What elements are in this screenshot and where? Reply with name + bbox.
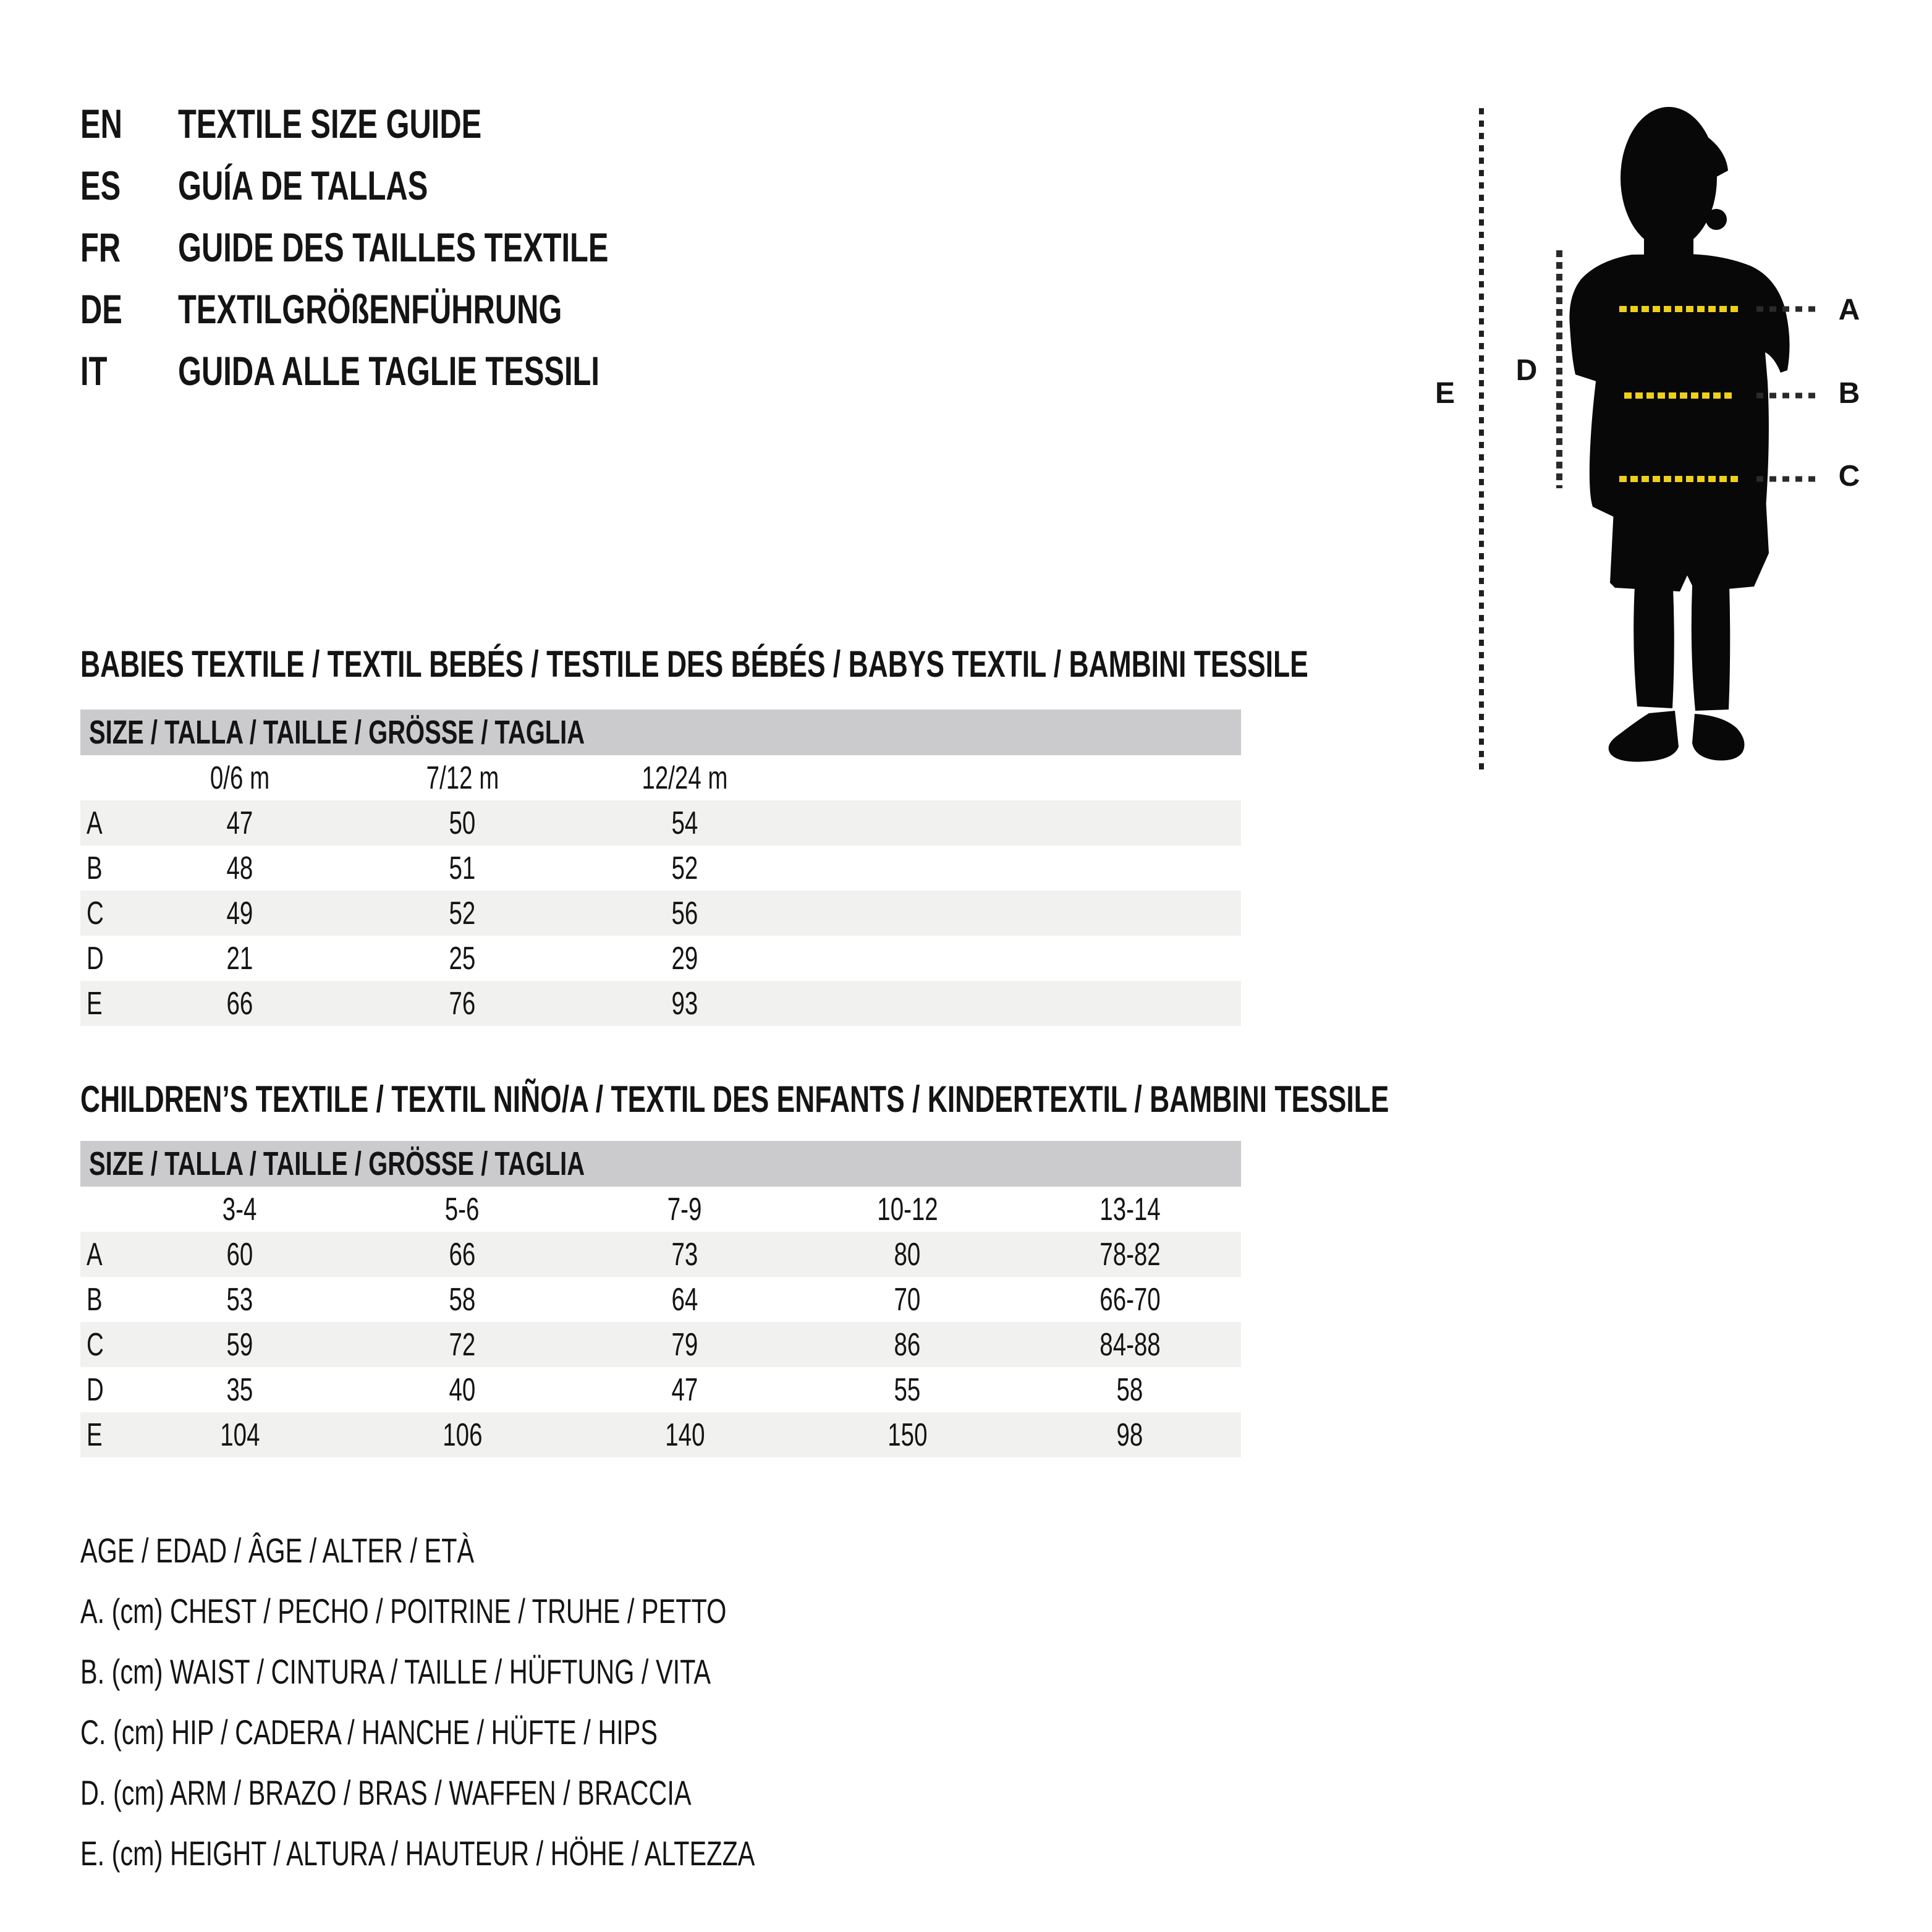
row-label: E <box>87 1417 103 1453</box>
children-size-table <box>80 1141 1241 1457</box>
children-section-title: CHILDREN’S TEXTILE / TEXTIL NIÑO/A / TEXTIL DES ENFANTS / KINDERTEXTIL / BAMBINI TESSILE <box>80 1078 1389 1120</box>
table-row <box>80 891 1241 936</box>
table-value: 58 <box>1116 1371 1143 1408</box>
language-title-list <box>80 93 760 402</box>
table-value: 47 <box>226 805 253 841</box>
table-value: 70 <box>894 1281 921 1318</box>
table-value: 93 <box>671 985 698 1022</box>
table-row <box>80 1232 1241 1277</box>
table-row <box>80 981 1241 1026</box>
language-title: TEXTILE SIZE GUIDE <box>178 101 482 146</box>
table-value: 66 <box>226 985 253 1022</box>
table-value: 47 <box>671 1371 698 1408</box>
babies-section-title: BABIES TEXTILE / TEXTIL BEBÉS / TESTILE DES BÉBÉS / BABYS TEXTIL / BAMBINI TESSILE <box>80 643 1308 685</box>
row-label: B <box>87 1281 103 1318</box>
language-code: FR <box>80 224 121 270</box>
table-value: 52 <box>671 850 698 886</box>
table-value: 64 <box>671 1281 698 1318</box>
table-value: 66 <box>449 1236 476 1273</box>
size-header-bar: SIZE / TALLA / TAILLE / GRÖSSE / TAGLIA <box>80 710 1241 755</box>
table-value: 98 <box>1116 1417 1143 1453</box>
table-value: 40 <box>449 1371 476 1408</box>
table-value: 150 <box>887 1417 928 1453</box>
table-row <box>80 1412 1241 1457</box>
table-value: 79 <box>671 1326 698 1363</box>
figure-label-chest-a: A <box>1838 294 1860 326</box>
table-value: 56 <box>671 895 698 931</box>
column-header: 0/6 m <box>210 760 270 796</box>
table-row <box>80 845 1241 891</box>
language-code: DE <box>80 286 122 332</box>
table-value: 76 <box>449 985 476 1022</box>
babies-size-table <box>80 710 1241 1026</box>
column-header: 7/12 m <box>426 760 499 796</box>
table-row <box>80 1277 1241 1322</box>
table-value: 73 <box>671 1236 698 1273</box>
table-value: 78-82 <box>1099 1236 1161 1273</box>
table-value: 104 <box>219 1417 260 1453</box>
language-code: IT <box>80 348 108 394</box>
language-row-en <box>80 93 760 155</box>
legend-line-hip: C. (cm) HIP / CADERA / HANCHE / HÜFTE / HIPS <box>80 1712 658 1752</box>
table-value: 58 <box>449 1281 476 1318</box>
language-row-it <box>80 340 760 402</box>
row-label: B <box>87 850 103 886</box>
column-header: 12/24 m <box>642 760 728 796</box>
table-value: 29 <box>671 940 698 977</box>
language-code: EN <box>80 101 122 146</box>
legend-line-height: E. (cm) HEIGHT / ALTURA / HAUTEUR / HÖHE / ALTEZZA <box>80 1833 755 1873</box>
table-value: 52 <box>449 895 476 931</box>
language-code: ES <box>80 163 121 208</box>
row-label: A <box>87 805 103 841</box>
legend-line-chest: A. (cm) CHEST / PECHO / POITRINE / TRUHE / PETTO <box>80 1591 727 1630</box>
table-value: 50 <box>449 805 476 841</box>
table-row <box>80 936 1241 981</box>
column-header: 3-4 <box>222 1191 257 1227</box>
row-label: C <box>87 1326 104 1363</box>
measurement-legend <box>80 1520 992 1883</box>
row-label: D <box>87 1371 104 1408</box>
language-row-fr <box>80 216 760 278</box>
row-label: E <box>87 985 103 1022</box>
row-label: C <box>87 895 104 931</box>
figure-label-height-e: E <box>1434 377 1455 410</box>
table-value: 106 <box>442 1417 483 1453</box>
row-label: A <box>87 1236 103 1273</box>
table-value: 25 <box>449 940 476 977</box>
column-header-row <box>80 1187 1241 1232</box>
table-row <box>80 1367 1241 1412</box>
column-header: 10-12 <box>876 1191 938 1227</box>
table-value: 53 <box>226 1281 253 1318</box>
table-value: 55 <box>894 1371 921 1408</box>
table-row <box>80 800 1241 845</box>
language-title: TEXTILGRÖßENFÜHRUNG <box>178 286 562 332</box>
column-header: 13-14 <box>1099 1191 1161 1227</box>
column-header: 5-6 <box>445 1191 480 1227</box>
table-value: 66-70 <box>1099 1281 1161 1318</box>
language-row-de <box>80 278 760 340</box>
measurement-figure <box>1415 93 1932 797</box>
table-value: 80 <box>894 1236 921 1273</box>
table-value: 54 <box>671 805 698 841</box>
figure-label-hip-c: C <box>1838 460 1860 493</box>
figure-label-waist-b: B <box>1838 377 1860 410</box>
row-label: D <box>87 940 104 977</box>
table-value: 48 <box>226 850 253 886</box>
language-title: GUIDA ALLE TAGLIE TESSILI <box>178 348 600 394</box>
column-header: 7-9 <box>667 1191 702 1227</box>
legend-line-arm: D. (cm) ARM / BRAZO / BRAS / WAFFEN / BRACCIA <box>80 1773 692 1812</box>
legend-line-age: AGE / EDAD / ÂGE / ALTER / ETÀ <box>80 1530 475 1570</box>
table-value: 21 <box>226 940 253 977</box>
table-value: 84-88 <box>1099 1326 1161 1363</box>
table-value: 60 <box>226 1236 253 1273</box>
table-value: 51 <box>449 850 476 886</box>
table-value: 49 <box>226 895 253 931</box>
child-silhouette-diagram <box>1415 93 1932 797</box>
size-header-bar: SIZE / TALLA / TAILLE / GRÖSSE / TAGLIA <box>80 1141 1241 1187</box>
language-title: GUÍA DE TALLAS <box>178 163 428 208</box>
language-row-es <box>80 155 760 216</box>
figure-label-arm-d: D <box>1515 354 1538 387</box>
table-row <box>80 1322 1241 1367</box>
table-value: 72 <box>449 1326 476 1363</box>
language-title: GUIDE DES TAILLES TEXTILE <box>178 224 609 270</box>
table-value: 59 <box>226 1326 253 1363</box>
table-value: 86 <box>894 1326 921 1363</box>
column-header-row <box>80 755 1241 800</box>
table-value: 35 <box>226 1371 253 1408</box>
table-value: 140 <box>664 1417 705 1453</box>
legend-line-waist: B. (cm) WAIST / CINTURA / TAILLE / HÜFTUNG / VITA <box>80 1651 711 1691</box>
